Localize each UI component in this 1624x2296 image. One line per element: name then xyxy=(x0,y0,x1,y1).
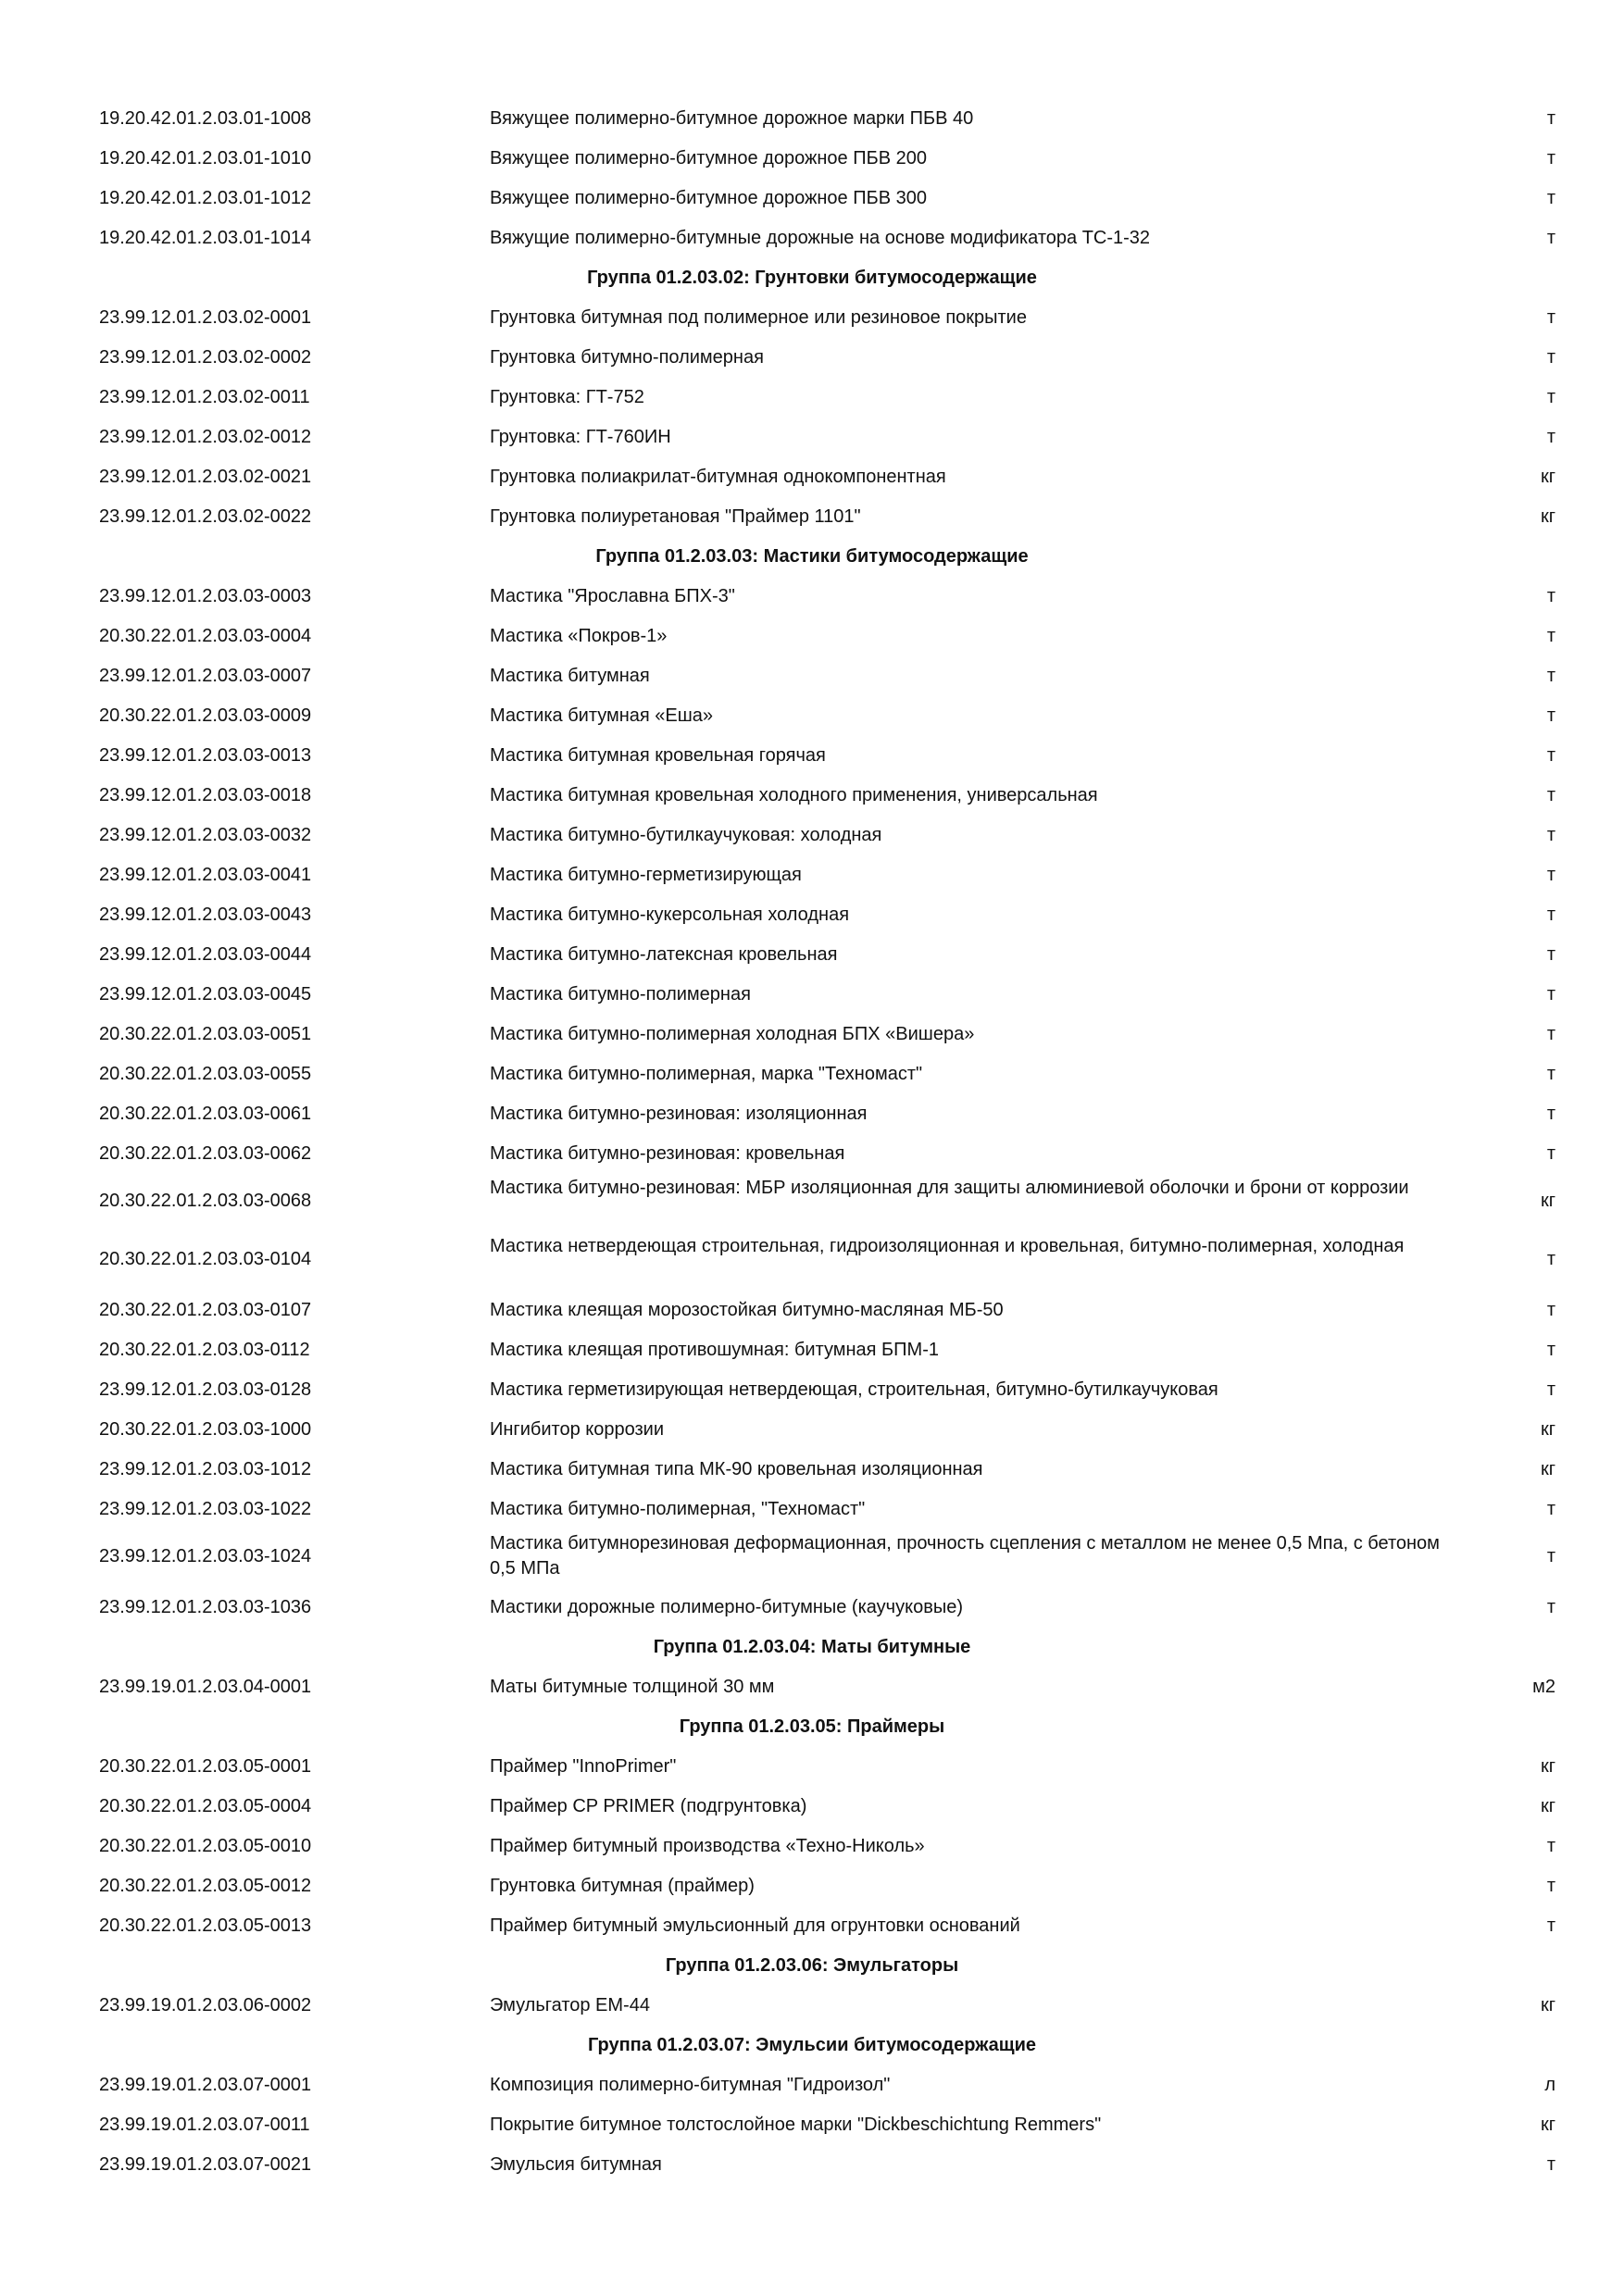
resource-name: Мастика битумная типа МК-90 кровельная изоляционная xyxy=(490,1459,983,1479)
resource-name: Покрытие битумное толстослойное марки "Dickbeschichtung Remmers" xyxy=(490,2115,1102,2135)
unit-of-measure: кг xyxy=(1540,1191,1555,1211)
unit-of-measure: т xyxy=(1546,1379,1555,1400)
resource-code: 20.30.22.01.2.03.03-0062 xyxy=(99,1143,312,1164)
group-heading: Группа 01.2.03.02: Грунтовки битумосодержащие xyxy=(587,268,1037,288)
unit-of-measure: т xyxy=(1546,347,1555,368)
resource-code: 23.99.19.01.2.03.07-0001 xyxy=(99,2075,312,2095)
resource-code: 23.99.12.01.2.03.03-1024 xyxy=(99,1546,312,1566)
group-heading: Группа 01.2.03.04: Маты битумные xyxy=(653,1637,971,1657)
resource-code: 23.99.19.01.2.03.07-0021 xyxy=(99,2154,312,2175)
resource-code: 23.99.12.01.2.03.03-0003 xyxy=(99,586,312,606)
resource-name: Праймер CP PRIMER (подгрунтовка) xyxy=(490,1796,807,1816)
resource-code: 20.30.22.01.2.03.05-0010 xyxy=(99,1836,312,1856)
group-heading: Группа 01.2.03.07: Эмульсии битумосодержащие xyxy=(587,2035,1037,2055)
unit-of-measure: т xyxy=(1546,228,1555,248)
resource-name: Эмульгатор ЕМ-44 xyxy=(490,1995,650,2015)
resource-name: Праймер битумный производства «Техно-Николь» xyxy=(490,1836,925,1856)
unit-of-measure: т xyxy=(1546,188,1555,208)
resource-name: Мастика битумная кровельная холодного применения, универсальная xyxy=(490,785,1098,805)
resource-name: Маты битумные толщиной 30 мм xyxy=(490,1677,775,1697)
resource-code: 20.30.22.01.2.03.03-0104 xyxy=(99,1249,312,1269)
resource-name: Мастика битумная «Еша» xyxy=(490,705,714,726)
unit-of-measure: т xyxy=(1546,1876,1555,1896)
unit-of-measure: т xyxy=(1546,387,1555,407)
resource-code: 20.30.22.01.2.03.03-0004 xyxy=(99,626,312,646)
resource-code: 20.30.22.01.2.03.03-0009 xyxy=(99,705,312,726)
resource-code: 23.99.12.01.2.03.03-0045 xyxy=(99,984,312,1004)
resource-name: Вяжущее полимерно-битумное дорожное марки ПБВ 40 xyxy=(490,108,974,129)
resource-name: Вяжущее полимерно-битумное дорожное ПБВ 300 xyxy=(490,188,927,208)
unit-of-measure: т xyxy=(1546,1836,1555,1856)
unit-of-measure: т xyxy=(1546,2154,1555,2175)
resource-code: 23.99.12.01.2.03.03-0032 xyxy=(99,825,312,845)
resource-name: Мастика битумно-резиновая: МБР изоляционная для защиты алюминиевой оболочки и брони от коррозии xyxy=(490,1178,1409,1198)
resource-name: Мастика битумно-полимерная xyxy=(490,984,751,1004)
resource-code: 23.99.12.01.2.03.02-0001 xyxy=(99,307,312,328)
resource-name: Мастика битумная кровельная горячая xyxy=(490,745,826,766)
unit-of-measure: т xyxy=(1546,745,1555,766)
resource-name: Грунтовка битумная под полимерное или резиновое покрытие xyxy=(490,307,1027,328)
resource-name: Мастика битумно-герметизирующая xyxy=(490,865,802,885)
resource-name: Мастика битумно-кукерсольная холодная xyxy=(490,905,850,925)
resource-name: Грунтовка: ГТ-760ИН xyxy=(490,427,671,447)
unit-of-measure: кг xyxy=(1540,1419,1555,1440)
resource-name: Мастика битумная xyxy=(490,666,650,686)
unit-of-measure: т xyxy=(1546,1064,1555,1084)
resource-code: 20.30.22.01.2.03.05-0001 xyxy=(99,1756,312,1777)
unit-of-measure: т xyxy=(1546,307,1555,328)
resource-name: Мастика битумно-полимерная холодная БПХ «Вишера» xyxy=(490,1024,975,1044)
resource-code: 20.30.22.01.2.03.03-0055 xyxy=(99,1064,312,1084)
resource-code: 23.99.12.01.2.03.03-1022 xyxy=(99,1499,312,1519)
resource-code: 23.99.12.01.2.03.03-1012 xyxy=(99,1459,312,1479)
unit-of-measure: т xyxy=(1546,825,1555,845)
resource-code: 23.99.12.01.2.03.03-0013 xyxy=(99,745,312,766)
resource-code: 20.30.22.01.2.03.03-0112 xyxy=(99,1340,310,1360)
unit-of-measure: т xyxy=(1546,905,1555,925)
resource-name: Мастика «Покров-1» xyxy=(490,626,668,646)
unit-of-measure: т xyxy=(1546,1499,1555,1519)
resource-code: 20.30.22.01.2.03.03-0068 xyxy=(99,1191,312,1211)
resource-code: 20.30.22.01.2.03.03-0061 xyxy=(99,1104,312,1124)
resource-name: Композиция полимерно-битумная "Гидроизол" xyxy=(490,2075,891,2095)
resource-name: Мастика битумно-резиновая: изоляционная xyxy=(490,1104,868,1124)
unit-of-measure: м2 xyxy=(1532,1677,1555,1697)
resource-name: Мастика нетвердеющая строительная, гидроизоляционная и кровельная, битумно-полимерная, холодная xyxy=(490,1236,1405,1256)
group-heading: Группа 01.2.03.06: Эмульгаторы xyxy=(665,1955,959,1976)
unit-of-measure: т xyxy=(1546,1143,1555,1164)
unit-of-measure: т xyxy=(1546,586,1555,606)
group-heading: Группа 01.2.03.05: Праймеры xyxy=(679,1716,945,1737)
resource-name: Грунтовка полиакрилат-битумная однокомпонентная xyxy=(490,467,946,487)
resource-code: 23.99.19.01.2.03.04-0001 xyxy=(99,1677,312,1697)
resource-name: Мастика битумно-полимерная, "Техномаст" xyxy=(490,1499,866,1519)
unit-of-measure: т xyxy=(1546,148,1555,168)
resource-code: 19.20.42.01.2.03.01-1008 xyxy=(99,108,312,129)
resource-name: Мастика битумно-латексная кровельная xyxy=(490,944,838,965)
resource-code: 23.99.12.01.2.03.02-0022 xyxy=(99,506,312,527)
unit-of-measure: т xyxy=(1546,1249,1555,1269)
unit-of-measure: т xyxy=(1546,666,1555,686)
resource-name: Мастика герметизирующая нетвердеющая, строительная, битумно-бутилкаучуковая xyxy=(490,1379,1218,1400)
unit-of-measure: т xyxy=(1546,1597,1555,1617)
unit-of-measure: т xyxy=(1546,626,1555,646)
resource-name: Мастика битумно-резиновая: кровельная xyxy=(490,1143,845,1164)
unit-of-measure: т xyxy=(1546,984,1555,1004)
unit-of-measure: т xyxy=(1546,944,1555,965)
unit-of-measure: кг xyxy=(1540,506,1555,527)
resource-name: Грунтовка битумно-полимерная xyxy=(490,347,764,368)
resource-code: 19.20.42.01.2.03.01-1010 xyxy=(99,148,312,168)
resource-code: 23.99.12.01.2.03.03-0043 xyxy=(99,905,312,925)
resource-name: Вяжущие полимерно-битумные дорожные на основе модификатора ТС-1-32 xyxy=(490,228,1151,248)
resource-code: 23.99.19.01.2.03.06-0002 xyxy=(99,1995,312,2015)
resource-code: 20.30.22.01.2.03.03-0107 xyxy=(99,1300,312,1320)
group-heading: Группа 01.2.03.03: Мастики битумосодержащие xyxy=(595,546,1029,567)
unit-of-measure: кг xyxy=(1540,2115,1555,2135)
resource-name: Мастика битумно-полимерная, марка "Техномаст" xyxy=(490,1064,923,1084)
resource-name: Грунтовка полиуретановая "Праймер 1101" xyxy=(490,506,861,527)
unit-of-measure: т xyxy=(1546,427,1555,447)
resource-code: 23.99.19.01.2.03.07-0011 xyxy=(99,2115,310,2135)
resource-code: 23.99.12.01.2.03.03-0007 xyxy=(99,666,312,686)
unit-of-measure: т xyxy=(1546,1915,1555,1936)
resource-name: Грунтовка битумная (праймер) xyxy=(490,1876,755,1896)
resource-code: 20.30.22.01.2.03.05-0013 xyxy=(99,1915,312,1936)
resource-name: Ингибитор коррозии xyxy=(490,1419,665,1440)
resource-code: 23.99.12.01.2.03.03-0128 xyxy=(99,1379,312,1400)
resource-code: 23.99.12.01.2.03.03-1036 xyxy=(99,1597,312,1617)
unit-of-measure: т xyxy=(1546,1340,1555,1360)
unit-of-measure: т xyxy=(1546,705,1555,726)
unit-of-measure: т xyxy=(1546,1546,1555,1566)
unit-of-measure: т xyxy=(1546,1104,1555,1124)
resource-code: 19.20.42.01.2.03.01-1014 xyxy=(99,228,312,248)
unit-of-measure: кг xyxy=(1540,1796,1555,1816)
resource-code: 23.99.12.01.2.03.02-0012 xyxy=(99,427,312,447)
resource-name: Мастика битумнорезиновая деформационная, прочность сцепления с металлом не менее 0,5 Мпа, с бетоном 0,5 МПа xyxy=(490,1533,1440,1578)
resource-name: Мастика "Ярославна БПХ-3" xyxy=(490,586,735,606)
resource-code: 23.99.12.01.2.03.03-0044 xyxy=(99,944,312,965)
unit-of-measure: т xyxy=(1546,785,1555,805)
resource-name: Мастики дорожные полимерно-битумные (каучуковые) xyxy=(490,1597,963,1617)
unit-of-measure: т xyxy=(1546,1024,1555,1044)
unit-of-measure: кг xyxy=(1540,1995,1555,2015)
resource-code: 23.99.12.01.2.03.02-0021 xyxy=(99,467,312,487)
resource-code: 23.99.12.01.2.03.02-0011 xyxy=(99,387,310,407)
unit-of-measure: т xyxy=(1546,865,1555,885)
resource-name: Грунтовка: ГТ-752 xyxy=(490,387,644,407)
resource-name: Праймер "InnoPrimer" xyxy=(490,1756,677,1777)
unit-of-measure: кг xyxy=(1540,1459,1555,1479)
unit-of-measure: т xyxy=(1546,1300,1555,1320)
resource-code: 20.30.22.01.2.03.05-0012 xyxy=(99,1876,312,1896)
unit-of-measure: кг xyxy=(1540,1756,1555,1777)
resource-code: 20.30.22.01.2.03.03-0051 xyxy=(99,1024,312,1044)
resource-name: Эмульсия битумная xyxy=(490,2154,662,2175)
resource-name: Мастика клеящая противошумная: битумная БПМ-1 xyxy=(490,1340,939,1360)
resource-code: 23.99.12.01.2.03.02-0002 xyxy=(99,347,312,368)
resource-code: 20.30.22.01.2.03.05-0004 xyxy=(99,1796,312,1816)
resource-code: 23.99.12.01.2.03.03-0018 xyxy=(99,785,312,805)
resource-code: 23.99.12.01.2.03.03-0041 xyxy=(99,865,312,885)
unit-of-measure: кг xyxy=(1540,467,1555,487)
resource-name: Вяжущее полимерно-битумное дорожное ПБВ 200 xyxy=(490,148,927,168)
unit-of-measure: л xyxy=(1544,2075,1555,2095)
resource-code: 19.20.42.01.2.03.01-1012 xyxy=(99,188,312,208)
unit-of-measure: т xyxy=(1546,108,1555,129)
resource-code: 20.30.22.01.2.03.03-1000 xyxy=(99,1419,312,1440)
resource-name: Мастика клеящая морозостойкая битумно-масляная МБ-50 xyxy=(490,1300,1004,1320)
resource-name: Праймер битумный эмульсионный для огрунтовки оснований xyxy=(490,1915,1020,1936)
resource-name: Мастика битумно-бутилкаучуковая: холодная xyxy=(490,825,882,845)
